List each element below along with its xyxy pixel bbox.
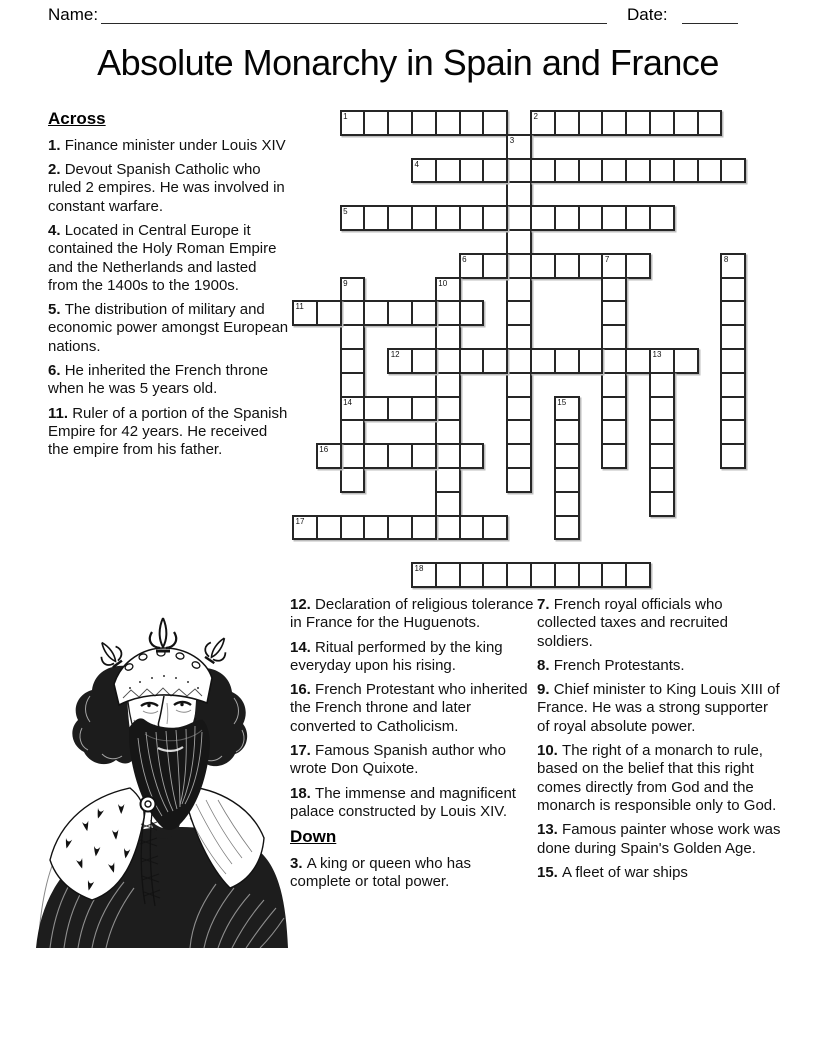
grid-cell[interactable]	[482, 253, 508, 279]
grid-cell[interactable]	[435, 396, 461, 422]
grid-cell[interactable]	[506, 324, 532, 350]
grid-cell[interactable]	[506, 229, 532, 255]
page-title: Absolute Monarchy in Spain and France	[97, 42, 719, 83]
grid-cell[interactable]	[506, 253, 532, 279]
grid-cell[interactable]	[506, 348, 532, 374]
grid-cell[interactable]	[435, 158, 461, 184]
clue-number: 15.	[537, 863, 563, 881]
grid-cell[interactable]	[340, 110, 366, 136]
grid-cell[interactable]	[506, 300, 532, 326]
grid-cell[interactable]	[625, 205, 651, 231]
clue-number: 18.	[290, 784, 316, 802]
clue-column-left	[48, 109, 289, 465]
grid-cell[interactable]	[340, 467, 366, 493]
grid-cell[interactable]	[554, 348, 580, 374]
grid-cell[interactable]	[530, 205, 556, 231]
grid-cell[interactable]	[316, 515, 342, 541]
grid-cell[interactable]	[625, 348, 651, 374]
cell-number: 10	[438, 278, 448, 288]
grid-cell[interactable]	[601, 372, 627, 398]
clue-3: 3. A king or queen who has complete or total power.	[290, 855, 471, 891]
grid-cell[interactable]	[340, 419, 366, 445]
cell-number: 17	[295, 516, 305, 526]
grid-cell[interactable]	[482, 562, 508, 588]
cell-number: 5	[343, 207, 348, 217]
grid-cell[interactable]	[601, 419, 627, 445]
grid-cell[interactable]	[387, 348, 413, 374]
clue-17: 17. Famous Spanish author who wrote Don Quixote.	[290, 742, 506, 778]
grid-cell[interactable]	[720, 396, 746, 422]
grid-cell[interactable]	[435, 205, 461, 231]
grid-cell[interactable]	[720, 253, 746, 279]
grid-cell[interactable]	[649, 443, 675, 469]
grid-cell[interactable]	[601, 277, 627, 303]
across-clue-list	[48, 137, 289, 460]
king-illustration	[30, 608, 292, 948]
grid-cell[interactable]	[530, 253, 556, 279]
grid-cell[interactable]	[649, 110, 675, 136]
grid-cell[interactable]	[411, 443, 437, 469]
grid-cell[interactable]	[601, 443, 627, 469]
grid-cell[interactable]	[530, 110, 556, 136]
clue-number: 11.	[48, 404, 73, 422]
clue-14: 14. Ritual performed by the king everyday upon his rising.	[290, 638, 503, 674]
grid-cell[interactable]	[578, 110, 604, 136]
grid-cell[interactable]	[411, 562, 437, 588]
grid-cell[interactable]	[506, 372, 532, 398]
clue-number: 4.	[48, 221, 65, 239]
clue-number: 12.	[290, 596, 316, 613]
grid-cell[interactable]	[554, 515, 580, 541]
grid-cell[interactable]	[482, 205, 508, 231]
grid-cell[interactable]	[649, 372, 675, 398]
grid-cell[interactable]	[387, 443, 413, 469]
grid-cell[interactable]	[435, 443, 461, 469]
grid-cell[interactable]	[340, 443, 366, 469]
cell-number: 14	[343, 397, 352, 407]
grid-cell[interactable]	[506, 134, 532, 160]
grid-cell[interactable]	[316, 443, 342, 469]
clue-6: 6. He inherited the French throne when he was 5 years old.	[48, 362, 269, 398]
grid-cell[interactable]	[649, 158, 675, 184]
grid-cell[interactable]	[411, 205, 437, 231]
grid-cell[interactable]	[459, 443, 485, 469]
clue-number: 14.	[290, 638, 316, 656]
grid-cell[interactable]	[340, 372, 366, 398]
name-label: Name:	[48, 5, 99, 24]
cell-number: 2	[533, 112, 538, 121]
grid-cell[interactable]	[554, 110, 580, 136]
grid-cell[interactable]	[435, 110, 461, 136]
grid-cell[interactable]	[387, 110, 413, 136]
grid-cell[interactable]	[601, 300, 627, 326]
grid-cell[interactable]	[340, 300, 366, 326]
cell-number: 3	[509, 135, 515, 145]
grid-cell[interactable]	[673, 158, 699, 184]
clue-number: 9.	[537, 681, 554, 699]
grid-cell[interactable]	[649, 419, 675, 445]
grid-cell[interactable]	[340, 396, 366, 422]
grid-cell[interactable]	[554, 491, 580, 517]
grid-cell[interactable]	[506, 181, 532, 207]
clue-4: 4. Located in Central Europe it contained the Holy Roman Empire and the Netherlands and lasted from the 1400s to the 1900s.	[48, 221, 277, 294]
grid-cell[interactable]	[554, 443, 580, 469]
grid-cell[interactable]	[459, 300, 485, 326]
clue-number: 2.	[48, 161, 65, 179]
grid-cell[interactable]	[578, 562, 604, 588]
grid-cell[interactable]	[578, 205, 604, 231]
grid-cell[interactable]	[578, 158, 604, 184]
grid-cell[interactable]	[459, 562, 485, 588]
clue-15: 15. A fleet of war ships	[537, 863, 688, 881]
date-fill-line[interactable]	[682, 2, 738, 24]
cell-number: 12	[390, 350, 400, 359]
grid-cell[interactable]	[506, 277, 532, 303]
grid-cell[interactable]	[435, 562, 461, 588]
grid-cell[interactable]	[459, 205, 485, 231]
grid-cell[interactable]	[363, 300, 389, 326]
clue-column-right	[537, 596, 784, 888]
grid-cell[interactable]	[697, 110, 723, 136]
grid-cell[interactable]	[506, 158, 532, 184]
grid-cell[interactable]	[459, 253, 485, 279]
grid-cell[interactable]	[506, 396, 532, 422]
grid-cell[interactable]	[340, 277, 366, 303]
grid-cell[interactable]	[435, 419, 461, 445]
grid-cell[interactable]	[601, 110, 627, 136]
grid-cell[interactable]	[554, 467, 580, 493]
cell-number: 8	[723, 254, 729, 264]
grid-cell[interactable]	[720, 277, 746, 303]
grid-cell[interactable]	[578, 253, 604, 279]
clue-10: 10. The right of a monarch to rule, based on the belief that this right comes directly from God and the monarch is responsible only to God.	[537, 742, 777, 814]
grid-cell[interactable]	[673, 110, 699, 136]
cell-number: 9	[343, 278, 348, 288]
clue-1: 1. Finance minister under Louis XIV	[48, 136, 286, 154]
grid-cell[interactable]	[482, 158, 508, 184]
grid-cell[interactable]	[649, 348, 675, 374]
grid-cell[interactable]	[625, 253, 651, 279]
grid-cell[interactable]	[459, 110, 485, 136]
grid-cell[interactable]	[601, 324, 627, 350]
clue-18: 18. The immense and magnificent palace constructed by Louis XIV.	[290, 784, 516, 820]
grid-cell[interactable]	[554, 253, 580, 279]
down-heading: Down	[290, 827, 337, 847]
grid-cell[interactable]	[506, 443, 532, 469]
grid-cell[interactable]	[530, 562, 556, 588]
clue-16: 16. French Protestant who inherited the French throne and later converted to Catholicism.	[290, 681, 528, 735]
grid-cell[interactable]	[649, 467, 675, 493]
grid-cell[interactable]	[435, 300, 461, 326]
clue-8: 8. French Protestants.	[537, 656, 685, 674]
grid-cell[interactable]	[340, 324, 366, 350]
clue-number: 13.	[537, 821, 563, 839]
grid-cell[interactable]	[601, 205, 627, 231]
grid-cell[interactable]	[601, 562, 627, 588]
grid-cell[interactable]	[720, 158, 746, 184]
grid-cell[interactable]	[435, 324, 461, 350]
grid-cell[interactable]	[506, 419, 532, 445]
grid-cell[interactable]	[601, 396, 627, 422]
grid-cell[interactable]	[482, 110, 508, 136]
date-label: Date:	[627, 5, 668, 24]
grid-cell[interactable]	[459, 348, 485, 374]
grid-cell[interactable]	[435, 348, 461, 374]
grid-cell[interactable]	[554, 419, 580, 445]
cell-number: 18	[414, 564, 424, 574]
grid-cell[interactable]	[506, 205, 532, 231]
grid-cell[interactable]	[435, 467, 461, 493]
grid-cell[interactable]	[720, 348, 746, 374]
clue-7: 7. French royal officials who collected taxes and recruited soldiers.	[537, 596, 728, 650]
grid-cell[interactable]	[554, 205, 580, 231]
clue-11: 11. Ruler of a portion of the Spanish Empire for 42 years. He received the empire from his father.	[48, 404, 288, 459]
name-fill-line[interactable]	[101, 2, 607, 24]
grid-cell[interactable]	[601, 253, 627, 279]
cell-number: 4	[414, 159, 419, 169]
grid-cell[interactable]	[459, 515, 485, 541]
grid-cell[interactable]	[625, 158, 651, 184]
clue-5: 5. The distribution of military and economic power amongst European nations.	[48, 301, 289, 355]
grid-cell[interactable]	[292, 300, 318, 326]
grid-cell[interactable]	[411, 515, 437, 541]
cell-number: 11	[295, 302, 304, 312]
grid-cell[interactable]	[720, 324, 746, 350]
grid-cell[interactable]	[720, 300, 746, 326]
grid-cell[interactable]	[292, 515, 318, 541]
grid-cell[interactable]	[482, 348, 508, 374]
grid-cell[interactable]	[625, 562, 651, 588]
down-clue-list-continued	[537, 596, 784, 882]
clue-number: 8.	[537, 656, 554, 674]
grid-cell[interactable]	[506, 467, 532, 493]
grid-cell[interactable]	[340, 348, 366, 374]
grid-cell[interactable]	[387, 396, 413, 422]
clue-12: 12. Declaration of religious tolerance in France for the Huguenots.	[290, 596, 534, 632]
grid-cell[interactable]	[340, 515, 366, 541]
grid-cell[interactable]	[435, 515, 461, 541]
grid-cell[interactable]	[387, 300, 413, 326]
cell-number: 13	[652, 350, 662, 359]
grid-cell[interactable]	[363, 443, 389, 469]
grid-cell[interactable]	[601, 158, 627, 184]
grid-cell[interactable]	[720, 419, 746, 445]
clue-column-middle	[290, 596, 535, 898]
cell-number: 6	[462, 254, 467, 264]
clue-number: 1.	[48, 136, 65, 154]
grid-cell[interactable]	[435, 277, 461, 303]
grid-cell[interactable]	[411, 300, 437, 326]
grid-cell[interactable]	[649, 491, 675, 517]
across-heading: Across	[48, 109, 106, 128]
grid-cell[interactable]	[530, 158, 556, 184]
clue-number: 3.	[290, 855, 307, 872]
clue-number: 16.	[290, 681, 316, 699]
clue-number: 5.	[48, 301, 65, 319]
grid-cell[interactable]	[363, 205, 389, 231]
grid-cell[interactable]	[649, 396, 675, 422]
grid-cell[interactable]	[673, 348, 699, 374]
grid-cell[interactable]	[506, 562, 532, 588]
grid-cell[interactable]	[363, 110, 389, 136]
grid-cell[interactable]	[554, 396, 580, 422]
grid-cell[interactable]	[625, 110, 651, 136]
grid-cell[interactable]	[387, 205, 413, 231]
grid-cell[interactable]	[411, 396, 437, 422]
cell-number: 1	[343, 112, 348, 121]
grid-cell[interactable]	[363, 515, 389, 541]
clue-number: 7.	[537, 596, 554, 613]
across-clue-list-continued	[290, 596, 535, 821]
cell-number: 15	[557, 397, 567, 407]
grid-cell[interactable]	[530, 348, 556, 374]
grid-cell[interactable]	[601, 348, 627, 374]
cell-number: 7	[604, 254, 610, 264]
grid-cell[interactable]	[363, 396, 389, 422]
grid-cell[interactable]	[435, 491, 461, 517]
grid-cell[interactable]	[411, 348, 437, 374]
grid-cell[interactable]	[720, 372, 746, 398]
clue-number: 6.	[48, 362, 65, 379]
grid-cell[interactable]	[411, 110, 437, 136]
grid-cell[interactable]	[459, 158, 485, 184]
grid-cell[interactable]	[554, 158, 580, 184]
grid-cell[interactable]	[387, 515, 413, 541]
clue-13: 13. Famous painter whose work was done during Spain's Golden Age.	[537, 821, 781, 857]
grid-cell[interactable]	[482, 515, 508, 541]
grid-cell[interactable]	[649, 205, 675, 231]
grid-cell[interactable]	[411, 158, 437, 184]
down-clue-list	[290, 855, 535, 892]
clue-number: 17.	[290, 742, 316, 760]
grid-cell[interactable]	[435, 372, 461, 398]
grid-cell[interactable]	[720, 443, 746, 469]
cell-number: 16	[319, 445, 329, 455]
grid-cell[interactable]	[578, 348, 604, 374]
clue-9: 9. Chief minister to King Louis XIII of France. He was a strong supporter of royal absolute power.	[537, 681, 780, 735]
clue-number: 10.	[537, 742, 563, 760]
clue-2: 2. Devout Spanish Catholic who ruled 2 empires. He was involved in constant warfare.	[48, 161, 285, 215]
grid-cell[interactable]	[554, 562, 580, 588]
grid-cell[interactable]	[697, 158, 723, 184]
grid-cell[interactable]	[316, 300, 342, 326]
grid-cell[interactable]	[340, 205, 366, 231]
